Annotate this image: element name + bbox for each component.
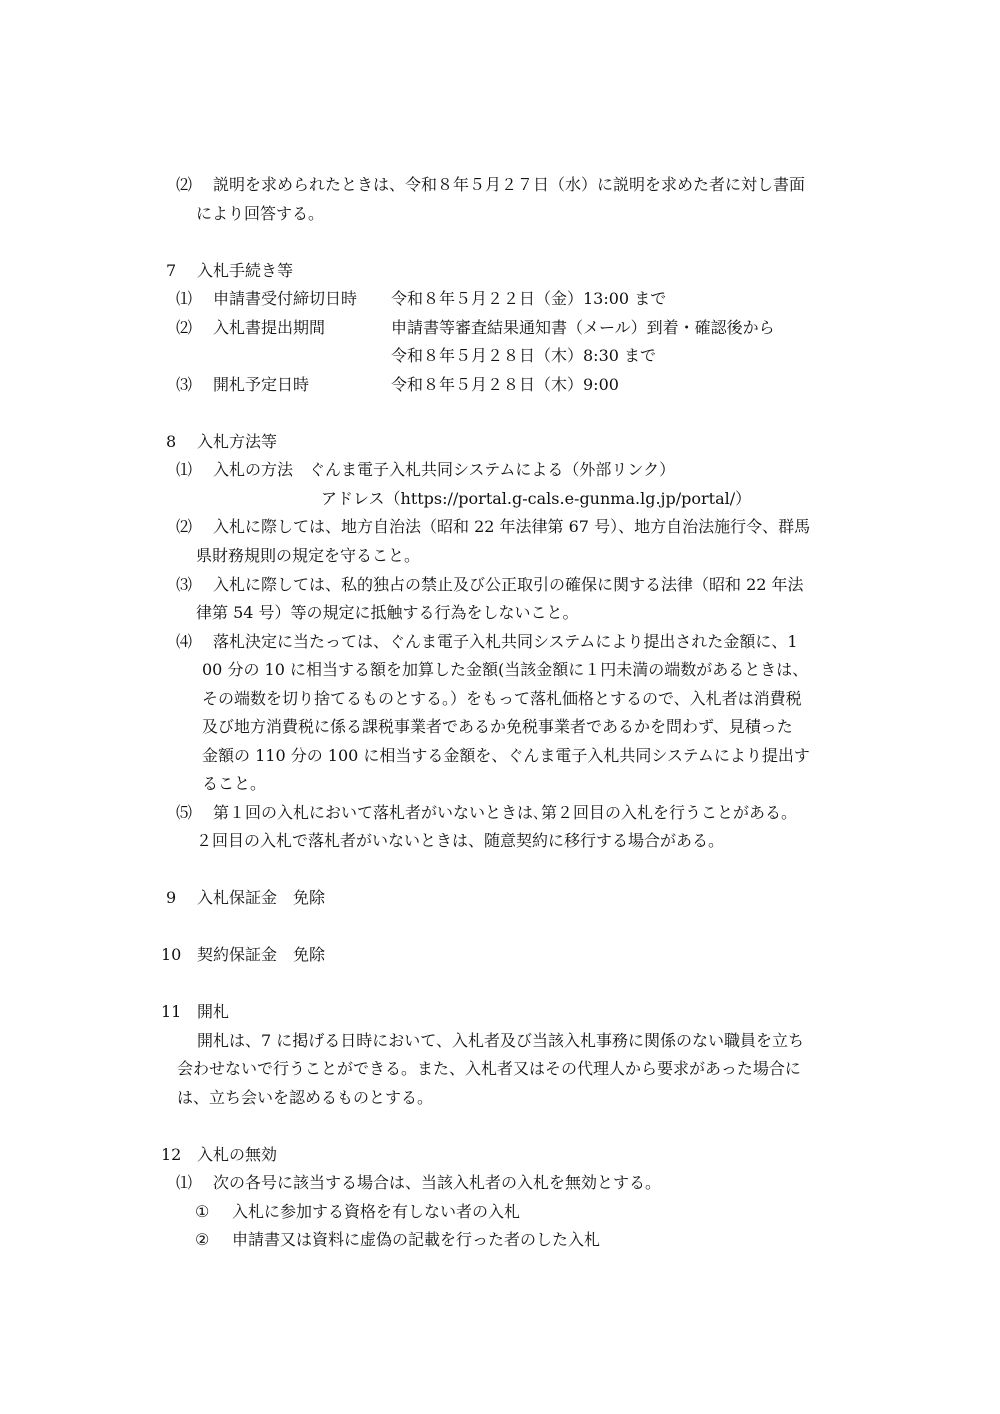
s12-number: 12: [161, 1145, 182, 1164]
s11-heading: 開札: [197, 1002, 230, 1021]
s8-p3-line1: 入札に際しては、私的独占の禁止及び公正取引の確保に関する法律（昭和 22 年法: [213, 575, 804, 594]
s8-p4-line5: 金額の 110 分の 100 に相当する金額を、ぐんま電子入札共同システムにより提出す: [202, 746, 810, 765]
s7-item2-number: ⑵: [176, 318, 193, 337]
s8-p5-number: ⑸: [176, 803, 193, 822]
s7-item1-value: 令和８年５月２２日（金）13:00 まで: [391, 289, 667, 308]
s9-text: 入札保証金 免除: [197, 888, 326, 907]
s6-p2-line2: により回答する。: [196, 204, 325, 223]
s8-p4-number: ⑷: [176, 632, 193, 651]
s7-item2-value: 申請書等審査結果通知書（メール）到着・確認後から: [391, 318, 775, 337]
s8-p2-number: ⑵: [176, 517, 193, 536]
s7-item1-number: ⑴: [176, 289, 193, 308]
s12-sub1-text: 入札に参加する資格を有しない者の入札: [232, 1202, 521, 1221]
s11-line2: 会わせないで行うことができる。また、入札者又はその代理人から要求があった場合に: [177, 1059, 801, 1078]
s11-number: 11: [161, 1002, 182, 1021]
s8-heading-number: 8: [166, 432, 177, 451]
s8-p4-line2: 00 分の 10 に相当する額を加算した金額(当該金額に１円未満の端数があるときは、: [202, 660, 809, 679]
s12-heading: 入札の無効: [197, 1145, 278, 1164]
s6-p2-number: ⑵: [176, 175, 193, 194]
s8-heading: 入札方法等: [197, 432, 278, 451]
s8-p2-line1: 入札に際しては、地方自治法（昭和 22 年法律第 67 号）、地方自治法施行令、群馬: [213, 517, 811, 536]
s7-heading: 入札手続き等: [197, 261, 294, 280]
s11-line1: 開札は、7 に掲げる日時において、入札者及び当該入札事務に関係のない職員を立ち: [197, 1031, 804, 1050]
s8-p1-address-link[interactable]: アドレス（https://portal.g-cals.e-gunma.lg.jp/portal/）: [321, 489, 752, 508]
s12-sub1-number: ①: [195, 1202, 210, 1221]
s10-text: 契約保証金 免除: [197, 945, 326, 964]
s6-p2-line1: 説明を求められたときは、令和８年５月２７日（水）に説明を求めた者に対し書面: [213, 175, 806, 194]
s8-p4-line6: ること。: [202, 774, 267, 793]
s12-sub2-text: 申請書又は資料に虚偽の記載を行った者のした入札: [232, 1230, 601, 1249]
s8-p1-line1: 入札の方法 ぐんま電子入札共同システムによる（外部リンク）: [213, 460, 676, 479]
s8-p1-number: ⑴: [176, 460, 193, 479]
s8-p4-line1: 落札決定に当たっては、ぐんま電子入札共同システムにより提出された金額に、1: [213, 632, 798, 651]
s9-number: 9: [166, 888, 177, 907]
s12-p1-text: 次の各号に該当する場合は、当該入札者の入札を無効とする。: [213, 1173, 662, 1192]
s8-p3-line2: 律第 54 号）等の規定に抵触する行為をしないこと。: [196, 603, 579, 622]
s7-item3-label: 開札予定日時: [213, 375, 310, 394]
s12-sub2-number: ②: [195, 1230, 210, 1249]
s7-item2-label: 入札書提出期間: [213, 318, 326, 337]
s10-number: 10: [161, 945, 182, 964]
s7-item3-number: ⑶: [176, 375, 193, 394]
s8-p2-line2: 県財務規則の規定を守ること。: [196, 546, 421, 565]
s7-item3-value: 令和８年５月２８日（木）9:00: [391, 375, 619, 394]
s8-p3-number: ⑶: [176, 575, 193, 594]
s7-item2-value2: 令和８年５月２８日（木）8:30 まで: [391, 346, 657, 365]
s7-heading-number: 7: [166, 261, 177, 280]
s7-item1-label: 申請書受付締切日時: [213, 289, 358, 308]
s8-p5-line1: 第１回の入札において落札者がいないときは､第２回目の入札を行うことがある。: [213, 803, 798, 822]
s11-line3: は、立ち会いを認めるものとする。: [177, 1088, 434, 1107]
s8-p4-line4: 及び地方消費税に係る課税事業者であるか免税事業者であるかを問わず、見積った: [202, 717, 793, 736]
s8-p5-line2: ２回目の入札で落札者がいないときは、随意契約に移行する場合がある。: [196, 831, 725, 850]
s8-p4-line3: その端数を切り捨てるものとする。）をもって落札価格とするので、入札者は消費税: [202, 689, 802, 708]
s12-p1-number: ⑴: [176, 1173, 193, 1192]
